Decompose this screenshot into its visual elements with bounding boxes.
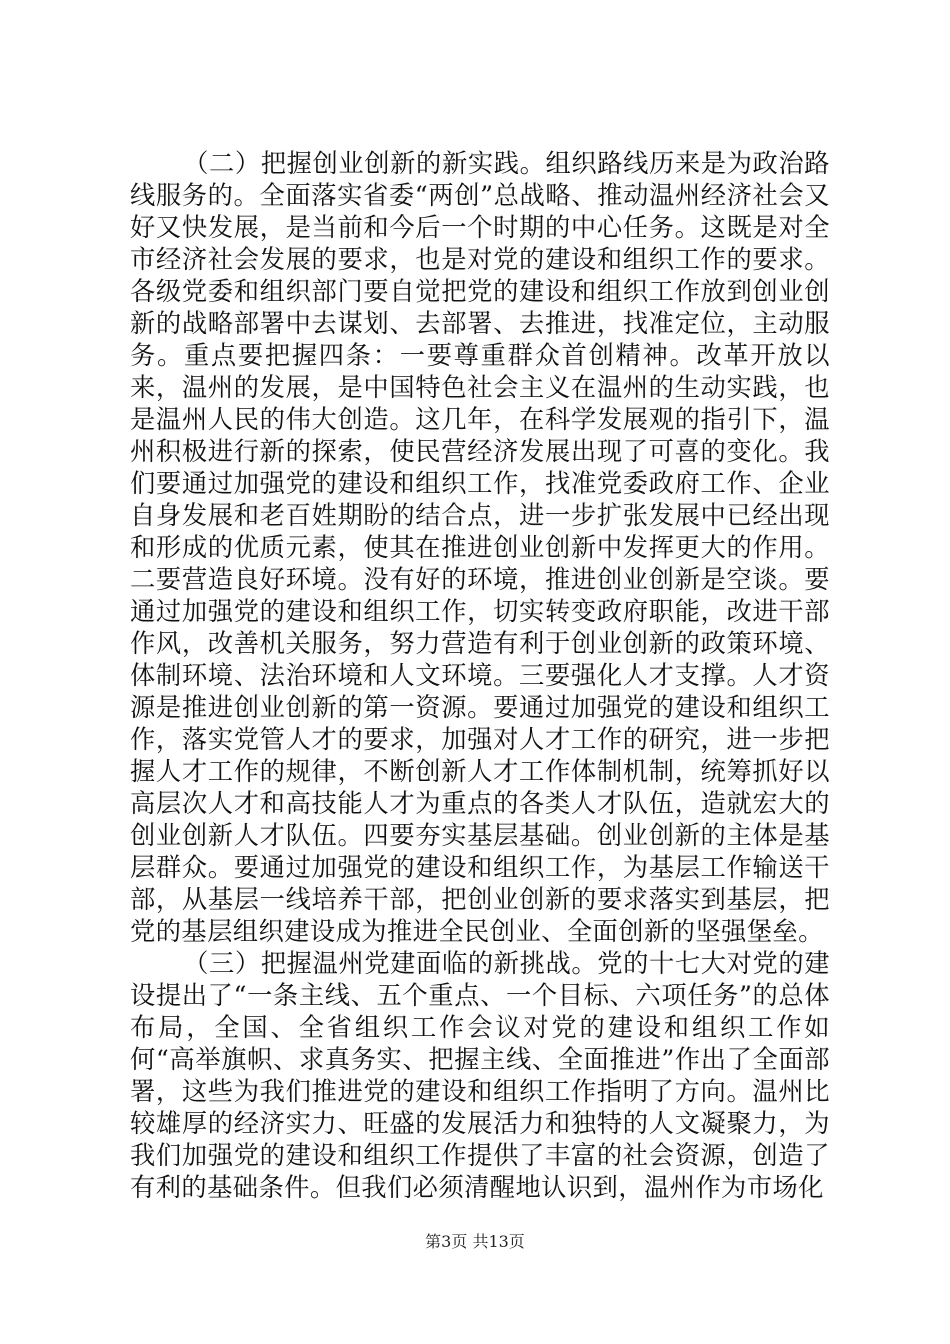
paragraph-section-2: （二）把握创业创新的新实践。组织路线历来是为政治路线服务的。全面落实省委“两创”总战略、推动温州经济社会又好又快发展，是当前和今后一个时期的中心任务。这既是对全市经济社会发展的要求，也是对党的建设和组织工作的要求。各级党委和组织部门要自觉把党的建设和组织工作放到创业创新的战略部署中去谋划、去部署、去推进，找准定位，主动服务。重点要把握四条：一要尊重群众首创精神。改革开放以来，温州的发展，是中国特色社会主义在温州的生动实践，也是温州人民的伟大创造。这几年，在科学发展观的指引下，温州积极进行新的探索，使民营经济发展出现了可喜的变化。我们要通过加强党的建设和组织工作，找准党委政府工作、企业自身发展和老百姓期盼的结合点，进一步扩张发展中已经出现和形成的优质元素，使其在推进创业创新中发挥更大的作用。二要营造良好环境。没有好的环境，推进创业创新是空谈。要通过加强党的建设和组织工作，切实转变政府职能，改进干部作风，改善机关服务，努力营造有利于创业创新的政策环境、体制环境、法治环境和人文环境。三要强化人才支撑。人才资源是推进创业创新的第一资源。要通过加强党的建设和组织工作，落实党管人才的要求，加强对人才工作的研究，进一步把握人才工作的规律，不断创新人才工作体制机制，统筹抓好以高层次人才和高技能人才为重点的各类人才队伍，造就宏大的创业创新人才队伍。四要夯实基层基础。创业创新的主体是基层群众。要通过加强党的建设和组织工作，为基层工作输送干部，从基层一线培养干部，把创业创新的要求落实到基层，把党的基层组织建设成为推进全民创业、全面创新的坚强堡垒。 bbox=[130, 149, 830, 946]
paragraph-section-3: （三）把握温州党建面临的新挑战。党的十七大对党的建设提出了“一条主线、五个重点、一个目标、六项任务”的总体布局，全国、全省组织工作会议对党的建设和组织工作如何“高举旗帜、求真务实、把握主线、全面推进”作出了全面部署，这些为我们推进党的建设和组织工作指明了方向。温州比较雄厚的经济实力、旺盛的发展活力和独特的人文凝聚力，为我们加强党的建设和组织工作提供了丰富的社会资源，创造了有利的基础条件。但我们必须清醒地认识到，温州作为市场化 bbox=[130, 949, 830, 1202]
page-footer: 第3页 共13页 bbox=[425, 1232, 525, 1251]
body-text bbox=[130, 148, 830, 1204]
